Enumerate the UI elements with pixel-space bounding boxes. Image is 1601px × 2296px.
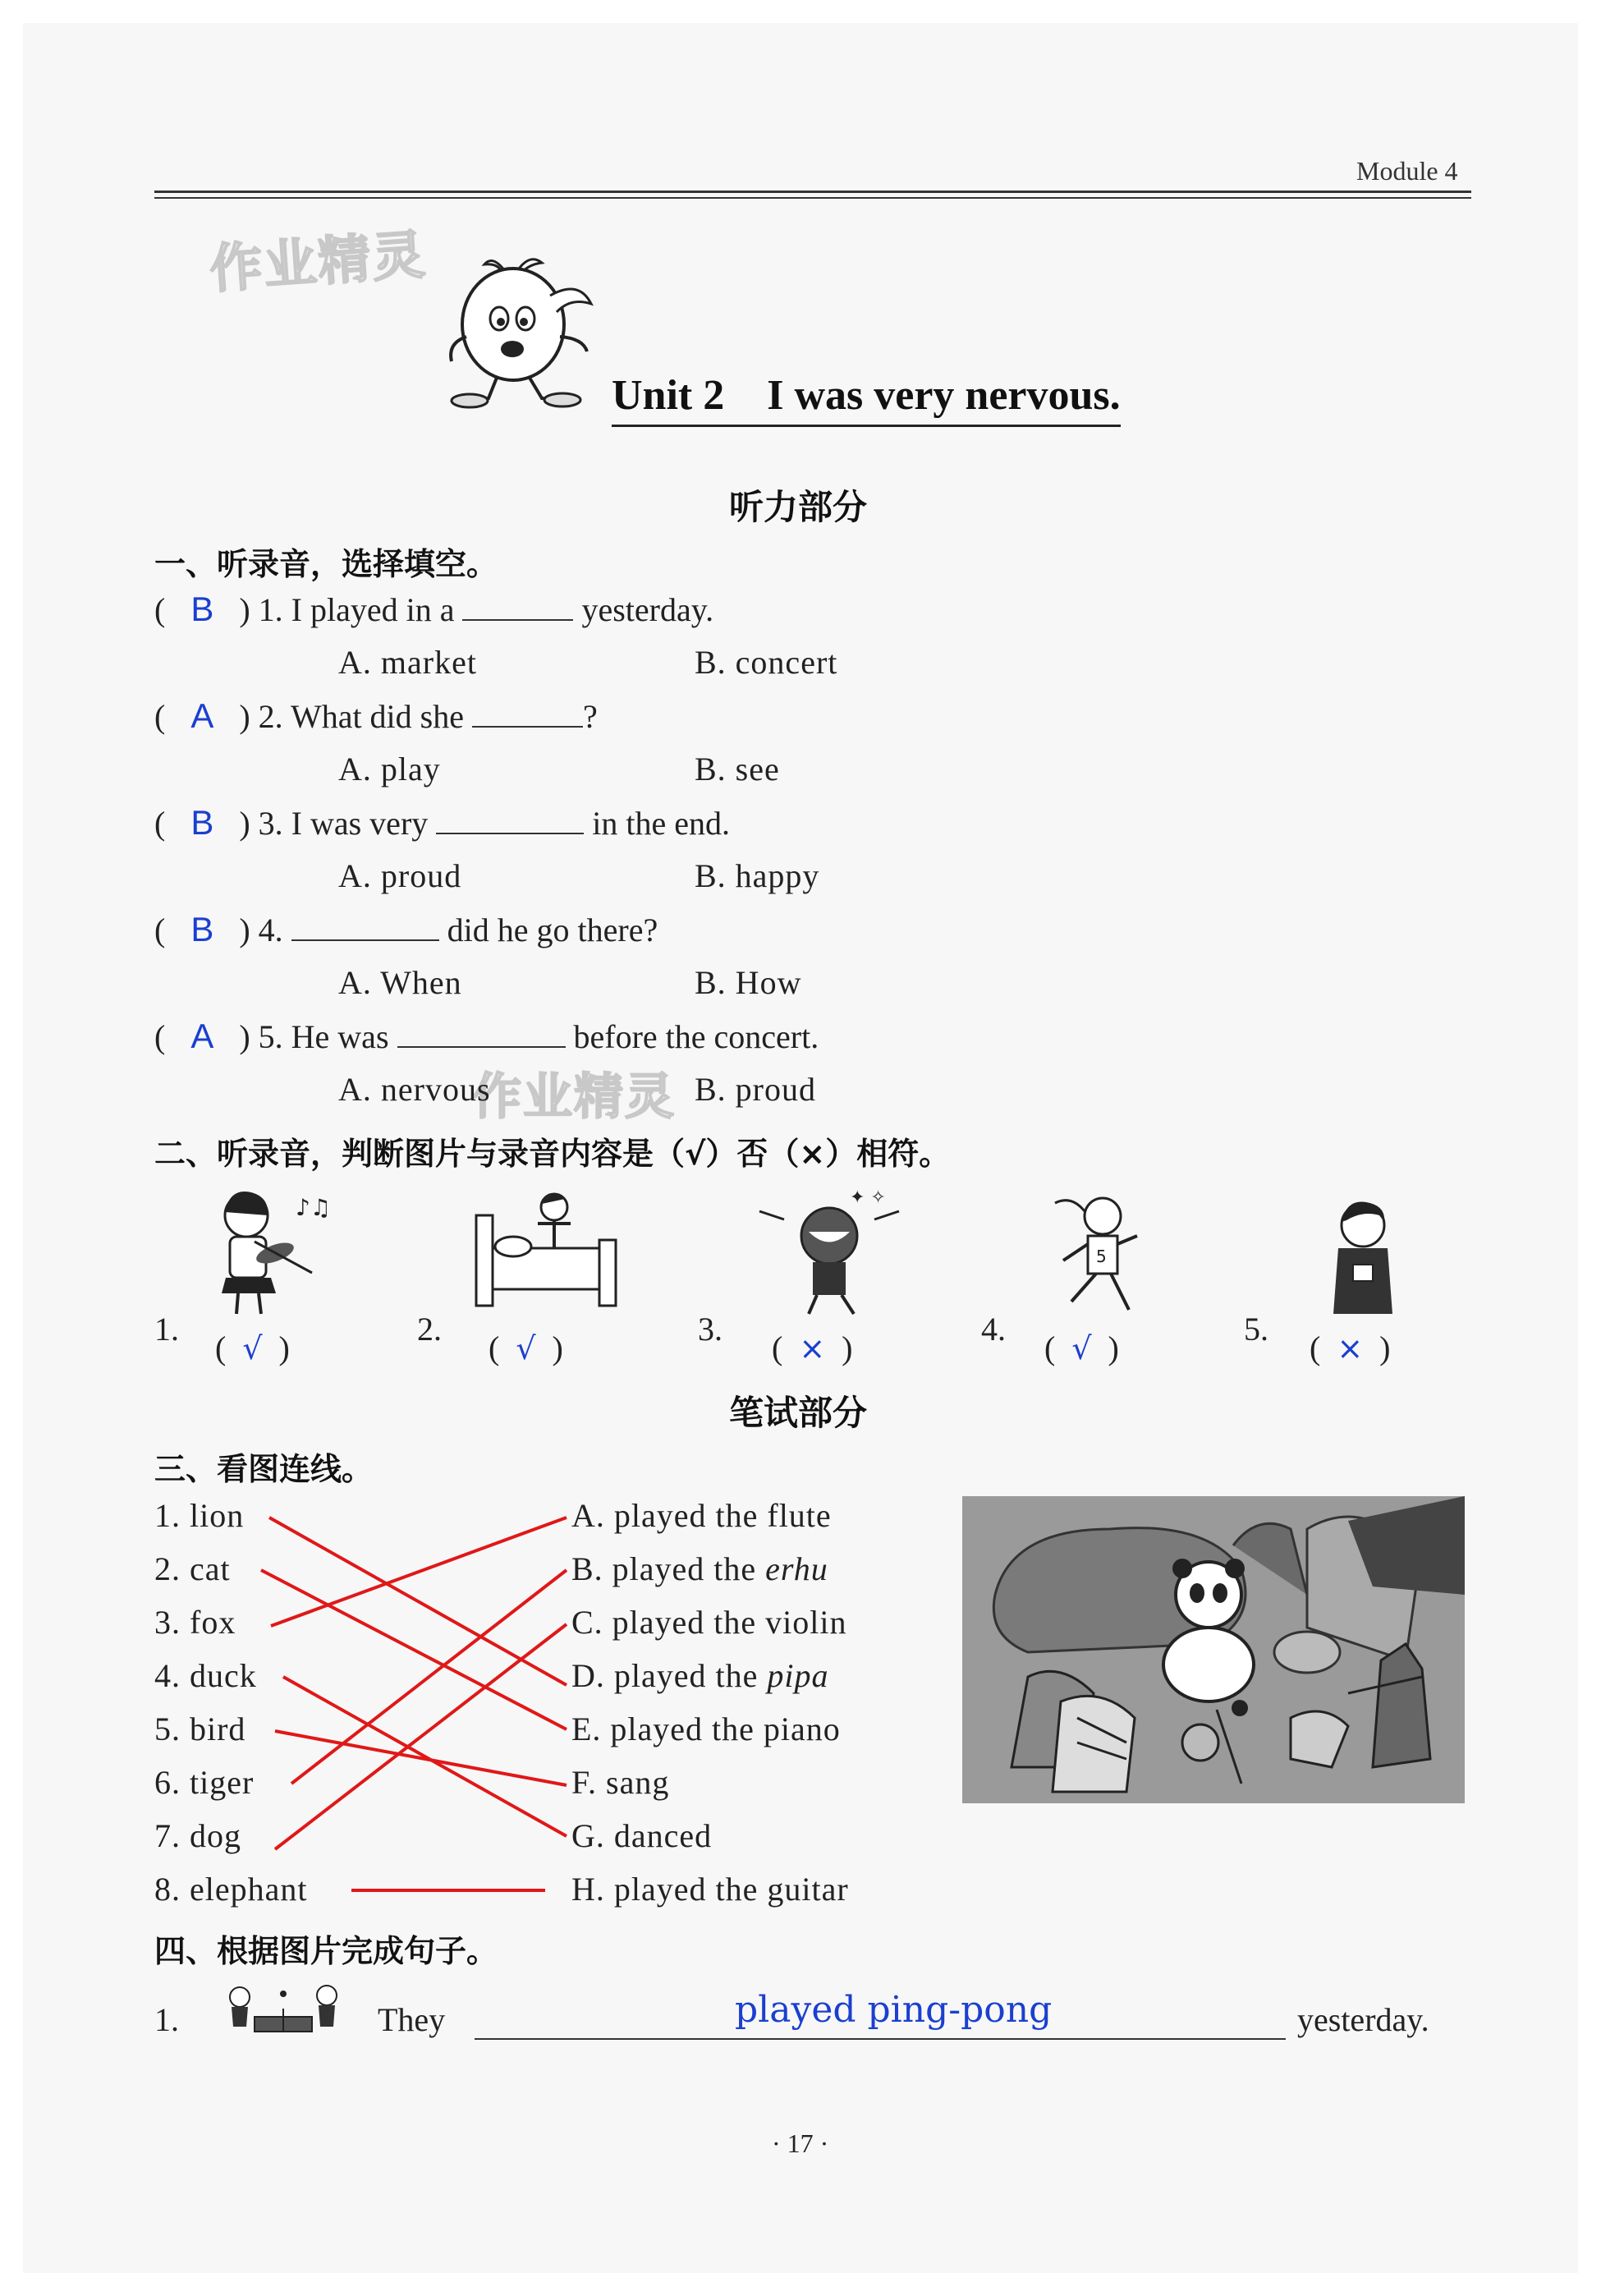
answer-3: B bbox=[190, 803, 214, 842]
writing-heading: 笔试部分 bbox=[729, 1393, 868, 1433]
q4-option-a: A. When bbox=[338, 964, 462, 1001]
match-left-7: 7. dog bbox=[154, 1817, 241, 1854]
match-right-h: H. played the guitar bbox=[571, 1871, 849, 1908]
match-left-3: 3. fox bbox=[154, 1604, 236, 1641]
match-left-2: 2. cat bbox=[154, 1550, 231, 1587]
judge-2: ( √ ) bbox=[489, 1329, 563, 1366]
match-right-f: F. sang bbox=[571, 1764, 670, 1801]
match-right-c: C. played the violin bbox=[571, 1604, 847, 1641]
question-2: ( A ) 2. What did she ? bbox=[154, 696, 598, 735]
match-left-1: 1. lion bbox=[154, 1497, 245, 1534]
question-3: ( B ) 3. I was very in the end. bbox=[154, 803, 730, 842]
listening-heading: 听力部分 bbox=[729, 487, 868, 527]
part3-title: 三、看图连线。 bbox=[154, 1451, 374, 1487]
line-bird-sang bbox=[275, 1731, 567, 1785]
svg-text:✦ ✧: ✦ ✧ bbox=[850, 1187, 886, 1208]
picture-ping-pong bbox=[222, 1977, 345, 2043]
svg-text:♪♫: ♪♫ bbox=[296, 1194, 331, 1221]
unit-title: Unit 2 I was very nervous. bbox=[612, 360, 1121, 427]
match-right-b: B. played the erhu bbox=[571, 1550, 828, 1587]
match-left-4: 4. duck bbox=[154, 1657, 257, 1694]
line-cat-piano bbox=[261, 1570, 567, 1729]
match-right-g: G. danced bbox=[571, 1817, 713, 1854]
q2-option-a: A. play bbox=[338, 751, 441, 788]
part4-q1-before: They bbox=[378, 2001, 446, 2038]
question-1: ( B ) 1. I played in a yesterday. bbox=[154, 590, 714, 628]
match-left-8: 8. elephant bbox=[154, 1871, 308, 1908]
judge-3-num: 3. bbox=[698, 1311, 723, 1348]
judge-5-mark: × bbox=[1337, 1330, 1364, 1366]
part4-q1-answer: played ping-pong bbox=[735, 1989, 1053, 2031]
judge-3: ( × ) bbox=[772, 1329, 853, 1366]
match-right-e: E. played the piano bbox=[571, 1711, 841, 1747]
question-4: ( B ) 4. did he go there? bbox=[154, 910, 658, 948]
match-left-6: 6. tiger bbox=[154, 1764, 255, 1801]
judge-2-num: 2. bbox=[417, 1311, 442, 1348]
q3-option-b: B. happy bbox=[695, 857, 820, 894]
watermark-top: 作业精灵 bbox=[208, 224, 429, 301]
answer-4: B bbox=[190, 910, 214, 948]
line-fox-flute bbox=[271, 1518, 567, 1626]
judge-4-mark: √ bbox=[1071, 1330, 1092, 1366]
judge-4: ( √ ) bbox=[1044, 1329, 1119, 1366]
part4-q1-after: yesterday. bbox=[1297, 2001, 1429, 2038]
answer-2: A bbox=[190, 696, 214, 735]
judge-4-num: 4. bbox=[981, 1311, 1006, 1348]
match-right-d: D. played the pipa bbox=[571, 1657, 829, 1694]
judge-5-num: 5. bbox=[1244, 1311, 1268, 1348]
judge-1: ( √ ) bbox=[215, 1329, 290, 1366]
match-left-5: 5. bird bbox=[154, 1711, 246, 1747]
judge-1-num: 1. bbox=[154, 1311, 179, 1348]
q1-option-a: A. market bbox=[338, 644, 477, 681]
judge-1-mark: √ bbox=[242, 1330, 263, 1366]
part1-title: 一、听录音，选择填空。 bbox=[154, 546, 498, 582]
line-dog-violin bbox=[275, 1624, 567, 1849]
judge-5: ( × ) bbox=[1310, 1329, 1391, 1366]
match-right-a: A. played the flute bbox=[571, 1497, 832, 1534]
answer-1: B bbox=[190, 590, 214, 628]
part4-q1-num: 1. bbox=[154, 2001, 179, 2038]
animal-band-illustration bbox=[962, 1496, 1465, 1803]
svg-text:5: 5 bbox=[1096, 1247, 1107, 1266]
answer-5: A bbox=[190, 1017, 214, 1055]
judge-3-mark: × bbox=[799, 1330, 826, 1366]
judge-2-mark: √ bbox=[516, 1330, 536, 1366]
q5-option-b: B. proud bbox=[695, 1071, 816, 1108]
part2-title: 二、听录音，判断图片与录音内容是（√）否（×）相符。 bbox=[154, 1136, 951, 1172]
q5-option-a: A. nervous bbox=[338, 1071, 491, 1108]
watermark-middle: 作业精灵 bbox=[472, 1068, 676, 1126]
q3-option-a: A. proud bbox=[338, 857, 462, 894]
page-number: · 17 · bbox=[772, 2128, 829, 2158]
part4-title: 四、根据图片完成句子。 bbox=[154, 1933, 498, 1969]
q4-option-b: B. How bbox=[695, 964, 802, 1001]
part4-q1-answer-line bbox=[475, 2038, 1286, 2040]
q1-option-b: B. concert bbox=[695, 644, 838, 681]
question-5: ( A ) 5. He was before the concert. bbox=[154, 1017, 819, 1055]
q2-option-b: B. see bbox=[695, 751, 780, 788]
module-label: Module 4 bbox=[1356, 156, 1458, 186]
